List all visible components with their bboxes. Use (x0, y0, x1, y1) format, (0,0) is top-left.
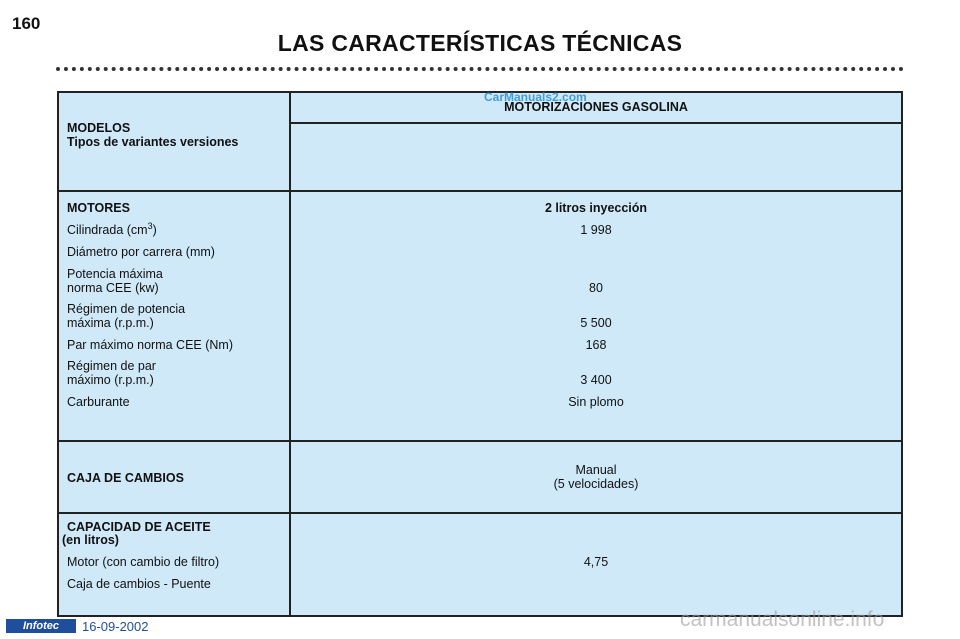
max-torque-value: 168 (585, 338, 607, 352)
bore-stroke-label: Diámetro por carrera (mm) (67, 245, 215, 259)
oil-capacity-title: CAPACIDAD DE ACEITE (67, 520, 211, 534)
displacement-label: Cilindrada $(cm^3)$ (67, 220, 157, 237)
engine-group-header: MOTORIZACIONES GASOLINA (504, 100, 688, 114)
watermark-bottom: carmanualsonline.info (680, 608, 885, 631)
max-power-label: Potencia máxima norma CEE (kw) (67, 267, 163, 295)
engines-title: MOTORES (67, 201, 130, 215)
torque-rpm-value: 3 400 (580, 373, 612, 387)
engine-oil-label: Motor (con cambio de filtro) (67, 555, 220, 569)
fuel-value: Sin plomo (568, 395, 624, 409)
power-rpm-value: 5 500 (580, 316, 612, 330)
torque-rpm-label: Régimen de par máximo (r.p.m.) (67, 359, 156, 387)
header-divider (289, 122, 901, 124)
row-divider (59, 190, 901, 192)
gearbox-value: Manual (5 velocidades) (553, 463, 639, 491)
spec-table (57, 91, 903, 617)
models-title: MODELOS (67, 121, 131, 135)
column-divider (289, 93, 291, 615)
engine-name: 2 litros inyección (544, 201, 648, 215)
watermark-top: CarManuals2.com (484, 90, 587, 104)
fuel-label: Carburante (67, 395, 130, 409)
gearbox-title: CAJA DE CAMBIOS (67, 471, 184, 485)
footer-date: 16-09-2002 (82, 619, 149, 634)
row-divider (59, 512, 901, 514)
row-divider (59, 440, 901, 442)
gearbox-oil-label: Caja de cambios - Puente (67, 577, 211, 591)
oil-capacity-subtitle: (en litros) (62, 533, 119, 547)
power-rpm-label: Régimen de potencia máxima (r.p.m.) (67, 302, 186, 330)
displacement-value: 1 998 (580, 223, 612, 237)
page-title: LAS CARACTERÍSTICAS TÉCNICAS (277, 30, 683, 56)
max-torque-label: Par máximo norma CEE (Nm) (67, 338, 233, 352)
engine-oil-value: 4,75 (583, 555, 609, 569)
models-subtitle: Tipos de variantes versiones (67, 135, 239, 149)
page-number: 160 (12, 14, 41, 33)
dotted-divider (56, 67, 904, 71)
infotec-logo: Infotec (6, 619, 76, 633)
max-power-value: 80 (589, 281, 603, 295)
